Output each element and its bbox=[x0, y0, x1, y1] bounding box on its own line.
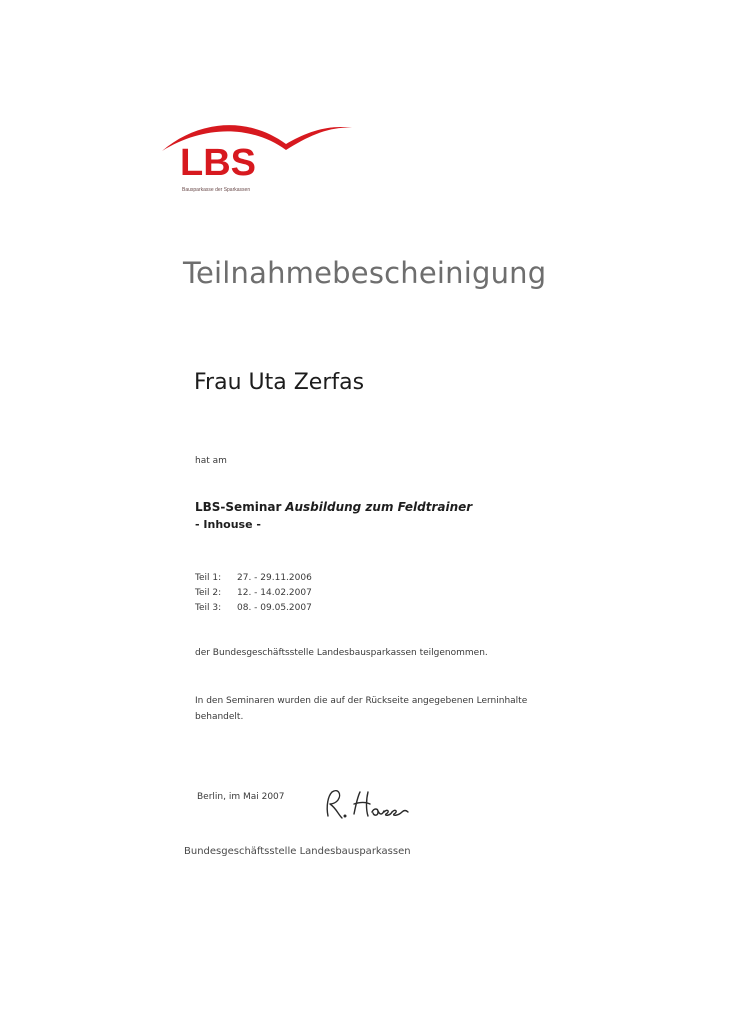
part-row bbox=[195, 571, 312, 586]
part-label: Teil 3: bbox=[195, 603, 222, 613]
part-label: Teil 2: bbox=[195, 588, 222, 598]
lbs-logo bbox=[158, 118, 358, 198]
certificate-title: Teilnahmebescheinigung bbox=[183, 256, 547, 290]
place-date: Berlin, im Mai 2007 bbox=[197, 792, 285, 802]
seminar-prefix: LBS-Seminar bbox=[195, 500, 282, 514]
content-note-line2: behandelt. bbox=[195, 712, 244, 722]
participation-statement: der Bundesgeschäftsstelle Landesbausparkassen teilgenommen. bbox=[195, 648, 488, 658]
seminar-subtitle: - Inhouse - bbox=[195, 518, 261, 531]
part-dates: 27. - 29.11.2006 bbox=[237, 573, 312, 583]
lbs-logo-text: LBS bbox=[180, 142, 256, 184]
seminar-topic: Ausbildung zum Feldtrainer bbox=[285, 500, 473, 514]
lbs-logo-tagline: Bausparkasse der Sparkassen bbox=[182, 187, 251, 193]
recipient-name: Frau Uta Zerfas bbox=[194, 370, 365, 395]
part-label: Teil 1: bbox=[195, 573, 222, 583]
part-dates: 08. - 09.05.2007 bbox=[237, 603, 312, 613]
issuing-institution: Bundesgeschäftsstelle Landesbausparkassen bbox=[184, 846, 411, 857]
handwritten-signature bbox=[318, 782, 418, 824]
part-row bbox=[195, 601, 312, 616]
intro-text: hat am bbox=[195, 456, 227, 466]
seminar-parts bbox=[195, 571, 312, 616]
content-note-line1: In den Seminaren wurden die auf der Rückseite angegebenen Lerninhalte bbox=[195, 696, 528, 706]
seminar-title bbox=[195, 500, 472, 514]
part-row bbox=[195, 586, 312, 601]
part-dates: 12. - 14.02.2007 bbox=[237, 588, 312, 598]
